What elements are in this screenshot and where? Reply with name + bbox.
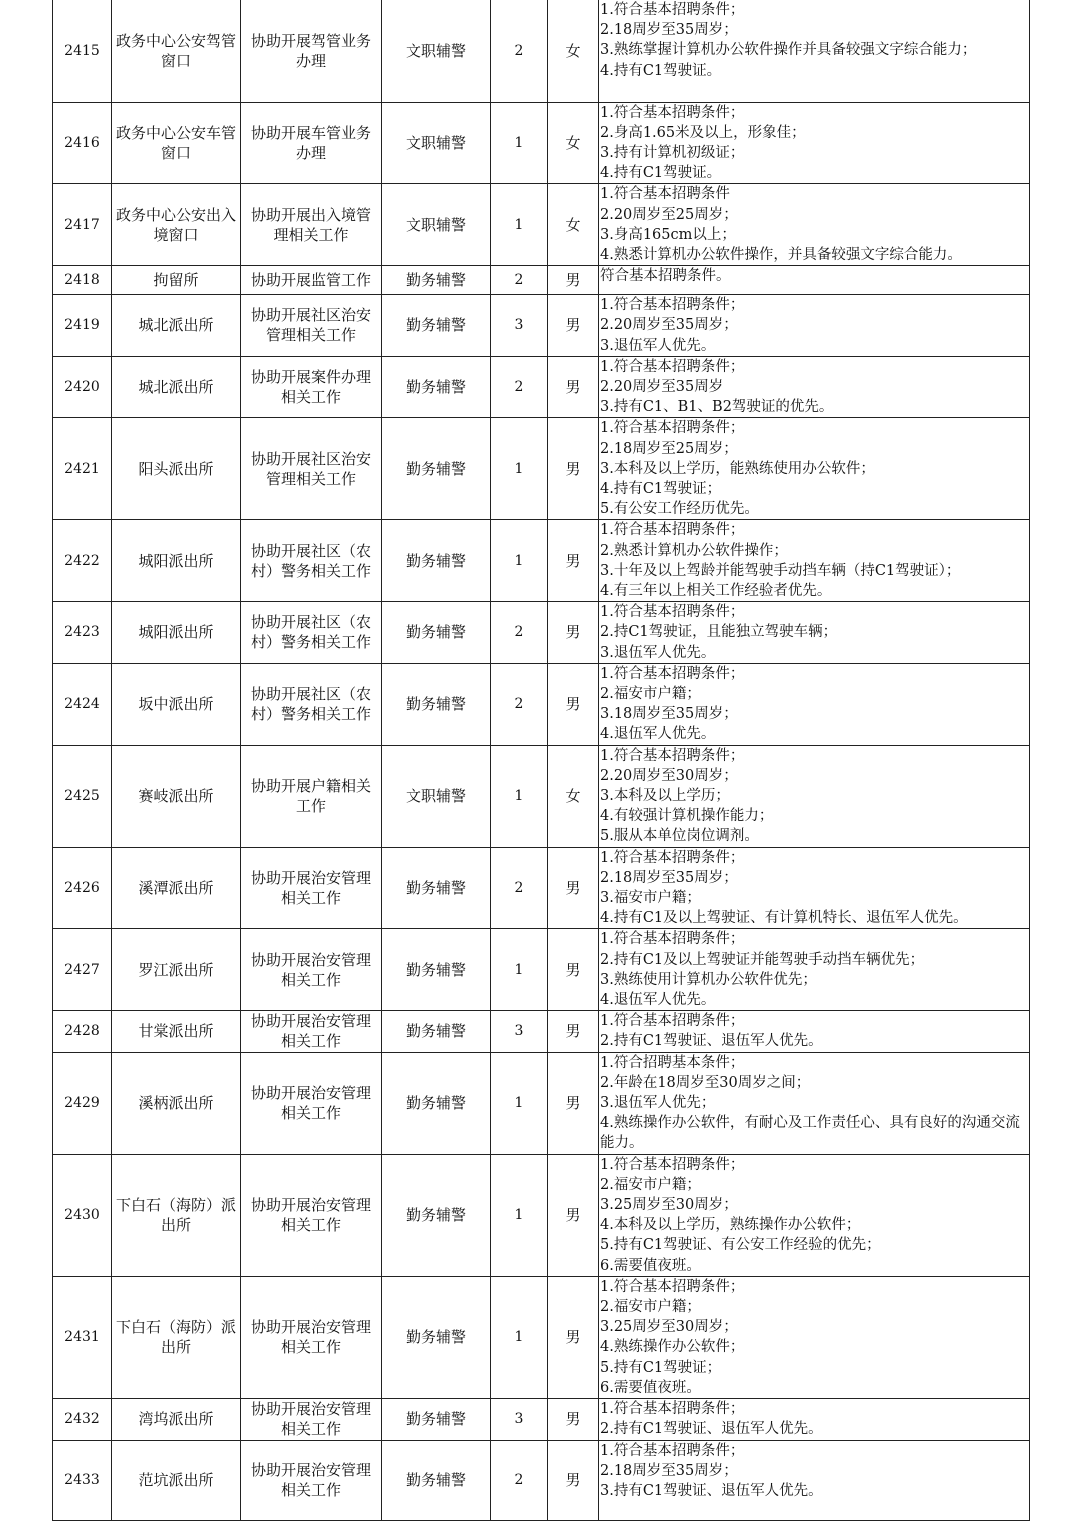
requirement-line: 5.持有C1驾驶证； <box>600 1359 722 1376</box>
gender-cell: 男 <box>548 1399 599 1440</box>
requirement-line: 2.福安市户籍； <box>600 1299 701 1316</box>
requirement-line: 4.持有C1及以上驾驶证、有计算机特长、退伍军人优先。 <box>600 910 968 927</box>
requirements-cell <box>599 1154 1030 1276</box>
requirement-line: 2.福安市户籍； <box>600 685 701 702</box>
unit-cell: 坂中派出所 <box>112 663 241 745</box>
gender-cell: 男 <box>548 356 599 418</box>
duty-cell: 协助开展治安管理相关工作 <box>241 1154 382 1276</box>
table-row <box>53 1440 1030 1520</box>
position-type-cell: 勤务辅警 <box>382 520 491 602</box>
requirements-cell <box>599 102 1030 184</box>
headcount-cell: 3 <box>491 295 548 357</box>
requirement-line: 2.持有C1驾驶证、退伍军人优先。 <box>600 1421 823 1438</box>
requirement-line: 2.18周岁至25周岁； <box>600 440 738 457</box>
gender-cell: 男 <box>548 602 599 664</box>
unit-cell: 政务中心公安驾管窗口 <box>112 0 241 102</box>
gender-cell: 女 <box>548 102 599 184</box>
duty-cell: 协助开展户籍相关工作 <box>241 745 382 847</box>
requirement-line: 5.有公安工作经历优先。 <box>600 501 759 518</box>
requirement-line: 2.18周岁至35周岁； <box>600 22 738 39</box>
requirement-line: 3.身高165cm以上； <box>600 226 736 243</box>
position-code-cell: 2425 <box>53 745 112 847</box>
position-code-cell: 2429 <box>53 1052 112 1154</box>
unit-cell: 范坑派出所 <box>112 1440 241 1520</box>
headcount-cell: 1 <box>491 1052 548 1154</box>
duty-cell: 协助开展案件办理相关工作 <box>241 356 382 418</box>
requirements-cell <box>599 602 1030 664</box>
requirement-line: 1.符合基本招聘条件； <box>600 1013 745 1030</box>
requirement-line: 2.持C1驾驶证，且能独立驾驶车辆； <box>600 624 838 641</box>
unit-cell: 政务中心公安出入境窗口 <box>112 184 241 266</box>
requirements-cell <box>599 663 1030 745</box>
position-type-cell: 勤务辅警 <box>382 1399 491 1440</box>
requirement-line: 3.退伍军人优先。 <box>600 337 716 354</box>
table-row <box>53 1052 1030 1154</box>
headcount-cell: 3 <box>491 1399 548 1440</box>
requirement-line: 3.熟练使用计算机办公软件优先； <box>600 971 817 988</box>
requirements-cell <box>599 520 1030 602</box>
table-row <box>53 266 1030 295</box>
position-type-cell: 文职辅警 <box>382 102 491 184</box>
requirement-line: 3.福安市户籍； <box>600 890 701 907</box>
position-code-cell: 2427 <box>53 929 112 1011</box>
requirement-line: 1.符合基本招聘条件； <box>600 665 745 682</box>
requirement-line: 1.符合基本招聘条件； <box>600 1401 745 1418</box>
table-row <box>53 1276 1030 1398</box>
table-row <box>53 520 1030 602</box>
unit-cell: 政务中心公安车管窗口 <box>112 102 241 184</box>
requirement-line: 4.退伍军人优先。 <box>600 726 716 743</box>
position-code-cell: 2422 <box>53 520 112 602</box>
position-type-cell: 勤务辅警 <box>382 1276 491 1398</box>
table-body <box>53 0 1030 1520</box>
position-type-cell: 勤务辅警 <box>382 602 491 664</box>
requirement-line: 4.持有C1驾驶证。 <box>600 165 722 182</box>
requirements-cell <box>599 1011 1030 1052</box>
requirements-cell <box>599 847 1030 929</box>
requirement-line: 1.符合基本招聘条件； <box>600 931 745 948</box>
requirement-line: 2.身高1.65米及以上，形象佳； <box>600 124 806 141</box>
unit-cell: 赛岐派出所 <box>112 745 241 847</box>
requirements-cell <box>599 1440 1030 1520</box>
headcount-cell: 2 <box>491 663 548 745</box>
duty-cell: 协助开展社区（农村）警务相关工作 <box>241 663 382 745</box>
gender-cell: 男 <box>548 1276 599 1398</box>
requirement-line: 5.持有C1驾驶证、有公安工作经验的优先； <box>600 1237 881 1254</box>
requirement-line: 6.需要值夜班。 <box>600 1257 701 1274</box>
duty-cell: 协助开展治安管理相关工作 <box>241 847 382 929</box>
position-code-cell: 2431 <box>53 1276 112 1398</box>
position-type-cell: 勤务辅警 <box>382 1440 491 1520</box>
table-row <box>53 184 1030 266</box>
requirement-line: 3.持有C1、B1、B2驾驶证的优先。 <box>600 399 834 416</box>
gender-cell: 女 <box>548 0 599 102</box>
gender-cell: 男 <box>548 847 599 929</box>
duty-cell: 协助开展治安管理相关工作 <box>241 1276 382 1398</box>
duty-cell: 协助开展社区（农村）警务相关工作 <box>241 520 382 602</box>
gender-cell: 男 <box>548 266 599 295</box>
headcount-cell: 1 <box>491 520 548 602</box>
requirement-line: 1.符合基本招聘条件 <box>600 186 730 203</box>
position-code-cell: 2433 <box>53 1440 112 1520</box>
requirement-line: 1.符合基本招聘条件； <box>600 420 745 437</box>
position-code-cell: 2428 <box>53 1011 112 1052</box>
requirement-line: 3.退伍军人优先； <box>600 1095 716 1112</box>
position-code-cell: 2430 <box>53 1154 112 1276</box>
unit-cell: 下白石（海防）派出所 <box>112 1154 241 1276</box>
position-type-cell: 勤务辅警 <box>382 418 491 520</box>
position-code-cell: 2417 <box>53 184 112 266</box>
requirement-line: 1.符合基本招聘条件； <box>600 747 745 764</box>
unit-cell: 城北派出所 <box>112 356 241 418</box>
unit-cell: 溪潭派出所 <box>112 847 241 929</box>
gender-cell: 男 <box>548 295 599 357</box>
requirement-line: 6.需要值夜班。 <box>600 1379 701 1396</box>
table-row <box>53 0 1030 102</box>
position-type-cell: 勤务辅警 <box>382 1154 491 1276</box>
requirements-cell <box>599 295 1030 357</box>
table-row <box>53 102 1030 184</box>
table-row <box>53 745 1030 847</box>
requirement-line: 1.符合基本招聘条件； <box>600 358 745 375</box>
gender-cell: 男 <box>548 1440 599 1520</box>
duty-cell: 协助开展治安管理相关工作 <box>241 929 382 1011</box>
position-code-cell: 2424 <box>53 663 112 745</box>
table-row <box>53 929 1030 1011</box>
unit-cell: 城北派出所 <box>112 295 241 357</box>
duty-cell: 协助开展出入境管理相关工作 <box>241 184 382 266</box>
headcount-cell: 2 <box>491 1440 548 1520</box>
headcount-cell: 1 <box>491 1276 548 1398</box>
position-type-cell: 勤务辅警 <box>382 266 491 295</box>
requirements-cell <box>599 1276 1030 1398</box>
requirement-line: 1.符合基本招聘条件； <box>600 104 745 121</box>
gender-cell: 男 <box>548 1052 599 1154</box>
requirements-cell <box>599 0 1030 102</box>
position-code-cell: 2416 <box>53 102 112 184</box>
table-row <box>53 1399 1030 1440</box>
unit-cell: 城阳派出所 <box>112 520 241 602</box>
unit-cell: 湾坞派出所 <box>112 1399 241 1440</box>
requirement-line: 4.熟悉计算机办公软件操作，并具备较强文字综合能力。 <box>600 246 962 263</box>
requirement-line: 1.符合招聘基本条件； <box>600 1054 745 1071</box>
requirement-line: 3.持有计算机初级证； <box>600 144 745 161</box>
duty-cell: 协助开展社区治安管理相关工作 <box>241 295 382 357</box>
headcount-cell: 1 <box>491 102 548 184</box>
requirement-line: 4.熟练操作办公软件； <box>600 1339 745 1356</box>
unit-cell: 城阳派出所 <box>112 602 241 664</box>
position-type-cell: 勤务辅警 <box>382 1011 491 1052</box>
position-code-cell: 2420 <box>53 356 112 418</box>
requirements-cell <box>599 745 1030 847</box>
requirement-line: 1.符合基本招聘条件； <box>600 297 745 314</box>
requirement-line: 4.持有C1驾驶证。 <box>600 62 722 79</box>
requirements-cell <box>599 929 1030 1011</box>
requirement-line: 3.本科及以上学历； <box>600 788 730 804</box>
gender-cell: 男 <box>548 418 599 520</box>
table-row <box>53 602 1030 664</box>
recruitment-table <box>52 0 1030 1521</box>
gender-cell: 男 <box>548 1154 599 1276</box>
requirement-line: 4.持有C1驾驶证； <box>600 480 722 497</box>
headcount-cell: 1 <box>491 418 548 520</box>
requirement-line: 2.20周岁至25周岁； <box>600 206 738 223</box>
requirement-line: 3.本科及以上学历，能熟练使用办公软件； <box>600 460 875 477</box>
table-row <box>53 1011 1030 1052</box>
requirements-cell <box>599 1399 1030 1440</box>
headcount-cell: 3 <box>491 1011 548 1052</box>
position-code-cell: 2426 <box>53 847 112 929</box>
requirement-line: 4.本科及以上学历，熟练操作办公软件； <box>600 1217 861 1234</box>
requirements-cell <box>599 184 1030 266</box>
requirement-line: 1.符合基本招聘条件； <box>600 849 745 866</box>
gender-cell: 女 <box>548 745 599 847</box>
requirement-line: 3.退伍军人优先。 <box>600 644 716 661</box>
requirement-line: 2.18周岁至35周岁； <box>600 1462 738 1479</box>
unit-cell: 溪柄派出所 <box>112 1052 241 1154</box>
requirement-line: 1.符合基本招聘条件； <box>600 1442 745 1459</box>
requirement-line: 3.熟练掌握计算机办公软件操作并具备较强文字综合能力； <box>600 42 977 59</box>
headcount-cell: 1 <box>491 929 548 1011</box>
position-type-cell: 勤务辅警 <box>382 847 491 929</box>
headcount-cell: 1 <box>491 184 548 266</box>
requirement-line: 2.18周岁至35周岁； <box>600 869 738 886</box>
gender-cell: 男 <box>548 1011 599 1052</box>
requirement-line: 5.服从本单位岗位调剂。 <box>600 828 759 845</box>
requirement-line: 2.熟悉计算机办公软件操作； <box>600 542 788 559</box>
duty-cell: 协助开展治安管理相关工作 <box>241 1011 382 1052</box>
duty-cell: 协助开展治安管理相关工作 <box>241 1052 382 1154</box>
requirement-line: 4.有较强计算机操作能力； <box>600 808 774 825</box>
unit-cell: 下白石（海防）派出所 <box>112 1276 241 1398</box>
position-type-cell: 勤务辅警 <box>382 663 491 745</box>
requirement-line: 3.25周岁至30周岁； <box>600 1319 738 1336</box>
headcount-cell: 2 <box>491 266 548 295</box>
requirement-line: 2.年龄在18周岁至30周岁之间； <box>600 1074 811 1091</box>
headcount-cell: 2 <box>491 602 548 664</box>
position-type-cell: 勤务辅警 <box>382 356 491 418</box>
position-type-cell: 勤务辅警 <box>382 929 491 1011</box>
headcount-cell: 1 <box>491 1154 548 1276</box>
requirement-line: 符合基本招聘条件。 <box>600 268 731 285</box>
requirement-line: 3.18周岁至35周岁； <box>600 706 738 723</box>
requirements-cell <box>599 356 1030 418</box>
table-row <box>53 295 1030 357</box>
table-row <box>53 418 1030 520</box>
requirement-line: 4.退伍军人优先。 <box>600 992 716 1009</box>
requirement-line: 4.熟练操作办公软件，有耐心及工作责任心、具有良好的沟通交流能力。 <box>600 1115 1020 1152</box>
requirement-line: 2.20周岁至35周岁； <box>600 317 738 334</box>
duty-cell: 协助开展驾管业务办理 <box>241 0 382 102</box>
headcount-cell: 2 <box>491 847 548 929</box>
position-type-cell: 文职辅警 <box>382 184 491 266</box>
position-code-cell: 2415 <box>53 0 112 102</box>
requirement-line: 2.持有C1及以上驾驶证并能驾驶手动挡车辆优先； <box>600 951 925 968</box>
duty-cell: 协助开展车管业务办理 <box>241 102 382 184</box>
requirement-line: 1.符合基本招聘条件； <box>600 1278 745 1295</box>
requirement-line: 3.25周岁至30周岁； <box>600 1197 738 1214</box>
headcount-cell: 2 <box>491 0 548 102</box>
unit-cell: 拘留所 <box>112 266 241 295</box>
table-row <box>53 356 1030 418</box>
duty-cell: 协助开展社区（农村）警务相关工作 <box>241 602 382 664</box>
position-code-cell: 2418 <box>53 266 112 295</box>
requirement-line: 1.符合基本招聘条件； <box>600 1156 745 1173</box>
gender-cell: 男 <box>548 929 599 1011</box>
position-code-cell: 2423 <box>53 602 112 664</box>
position-type-cell: 文职辅警 <box>382 0 491 102</box>
requirement-line: 1.符合基本招聘条件； <box>600 604 745 621</box>
unit-cell: 甘棠派出所 <box>112 1011 241 1052</box>
requirements-cell <box>599 418 1030 520</box>
requirement-line: 2.福安市户籍； <box>600 1176 701 1193</box>
duty-cell: 协助开展治安管理相关工作 <box>241 1440 382 1520</box>
requirement-line: 4.有三年以上相关工作经验者优先。 <box>600 582 832 599</box>
requirement-line: 1.符合基本招聘条件； <box>600 522 745 539</box>
position-code-cell: 2421 <box>53 418 112 520</box>
requirement-line: 2.20周岁至35周岁 <box>600 378 724 395</box>
duty-cell: 协助开展社区治安管理相关工作 <box>241 418 382 520</box>
table-row <box>53 847 1030 929</box>
position-type-cell: 文职辅警 <box>382 745 491 847</box>
duty-cell: 协助开展治安管理相关工作 <box>241 1399 382 1440</box>
requirement-line: 1.符合基本招聘条件； <box>600 2 745 18</box>
requirement-line: 2.持有C1驾驶证、退伍军人优先。 <box>600 1033 823 1050</box>
headcount-cell: 1 <box>491 745 548 847</box>
position-code-cell: 2432 <box>53 1399 112 1440</box>
requirements-cell <box>599 1052 1030 1154</box>
requirement-line: 3.十年及以上驾龄并能驾驶手动挡车辆（持C1驾驶证）； <box>600 562 961 579</box>
unit-cell: 阳头派出所 <box>112 418 241 520</box>
table-row <box>53 1154 1030 1276</box>
requirement-line: 3.持有C1驾驶证、退伍军人优先。 <box>600 1482 823 1499</box>
requirement-line: 2.20周岁至30周岁； <box>600 767 738 784</box>
position-type-cell: 勤务辅警 <box>382 295 491 357</box>
gender-cell: 男 <box>548 663 599 745</box>
gender-cell: 男 <box>548 520 599 602</box>
headcount-cell: 2 <box>491 356 548 418</box>
unit-cell: 罗江派出所 <box>112 929 241 1011</box>
requirements-cell <box>599 266 1030 295</box>
gender-cell: 女 <box>548 184 599 266</box>
duty-cell: 协助开展监管工作 <box>241 266 382 295</box>
position-code-cell: 2419 <box>53 295 112 357</box>
position-type-cell: 勤务辅警 <box>382 1052 491 1154</box>
table-row <box>53 663 1030 745</box>
